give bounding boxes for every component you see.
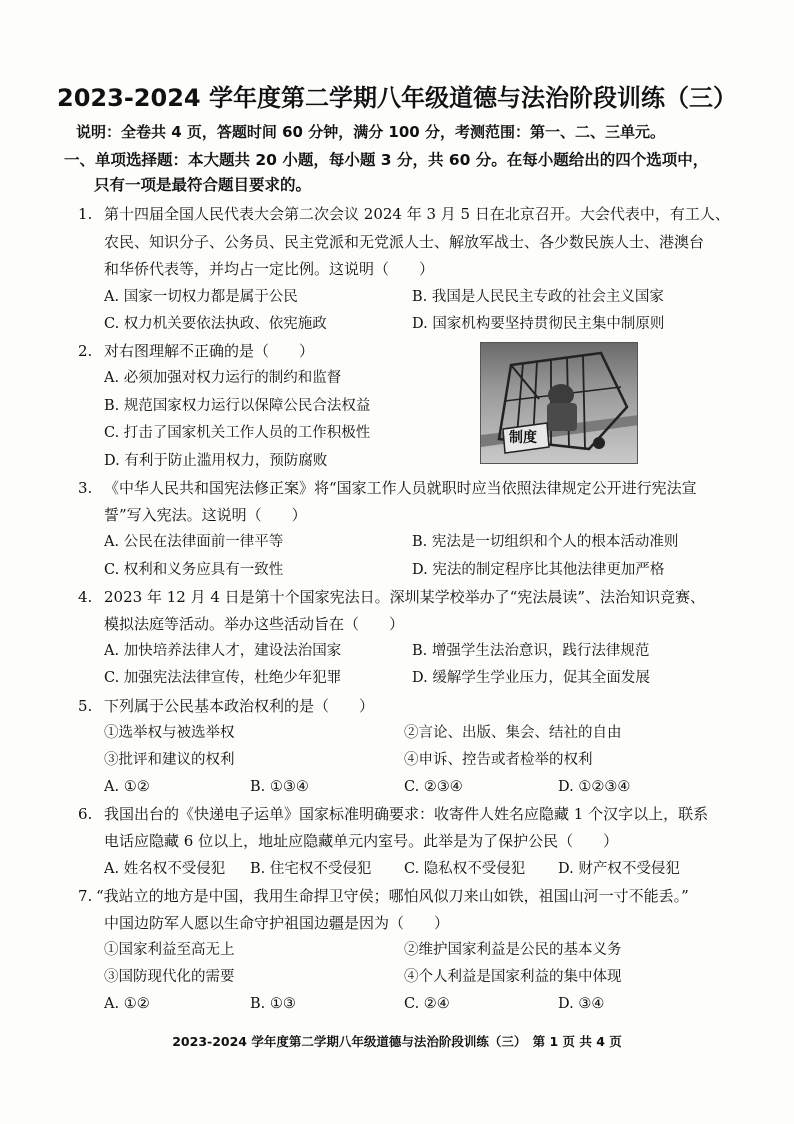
option-b[interactable]: B. 住宅权不受侵犯	[250, 861, 372, 877]
option-a[interactable]: A. 国家一切权力都是属于公民	[104, 289, 298, 305]
question-number: 2.	[78, 342, 93, 360]
question-text: “我站立的地方是中国，我用生命捍卫守侯；哪怕风似刀来山如铁，祖国山河一寸不能丢。”	[96, 887, 689, 905]
exam-note: 说明：全卷共 4 页，答题时间 60 分钟，满分 100 分，考测范围：第一、二、三单元。	[76, 123, 665, 141]
section-heading: 一、单项选择题：本大题共 20 小题，每小题 3 分，共 60 分。在每小题给出的四个选项中，	[64, 151, 709, 169]
option-a[interactable]: A. ①②	[104, 996, 150, 1012]
option-b[interactable]: B. 增强学生法治意识，践行法律规范	[412, 643, 650, 659]
question-number: 3.	[78, 479, 93, 497]
question-number: 4.	[78, 588, 93, 606]
statement-3: ③批评和建议的权利	[104, 752, 235, 768]
option-d[interactable]: D. 有利于防止滥用权力，预防腐败	[104, 453, 328, 469]
question-text: 对右图理解不正确的是（ ）	[104, 342, 315, 360]
question-text: 我国出台的《快递电子运单》国家标准明确要求：收寄件人姓名应隐藏 1 个汉字以上，联系	[104, 805, 709, 823]
option-a[interactable]: A. 必须加强对权力运行的制约和监督	[104, 370, 342, 386]
option-b[interactable]: B. ①③④	[250, 779, 309, 795]
option-c[interactable]: C. 加强宪法法律宣传，杜绝少年犯罪	[104, 670, 342, 686]
option-d[interactable]: D. 宪法的制定程序比其他法律更加严格	[412, 562, 665, 578]
option-b[interactable]: B. 规范国家权力运行以保障公民合法权益	[104, 398, 371, 414]
exam-title: 2023-2024 学年度第二学期八年级道德与法治阶段训练（三）	[57, 84, 737, 112]
question-text: 2023 年 12 月 4 日是第十个国家宪法日。深圳某学校举办了“宪法晨读”、法治知识竞赛、	[104, 588, 705, 606]
question-text: 电话应隐藏 6 位以上，地址应隐藏单元内室号。此举是为了保护公民（ ）	[104, 832, 619, 850]
option-b[interactable]: B. ①③	[250, 996, 296, 1012]
cage-illustration	[481, 343, 638, 464]
statement-2: ②维护国家利益是公民的基本义务	[404, 942, 622, 958]
question-text: 誓”写入宪法。这说明（ ）	[104, 506, 307, 524]
question-text: 和华侨代表等，并均占一定比例。这说明（ ）	[104, 260, 435, 278]
option-d[interactable]: D. 财产权不受侵犯	[558, 861, 680, 877]
page-footer: 2023-2024 学年度第二学期八年级道德与法治阶段训练（三） 第 1 页 共 4 页	[172, 1034, 622, 1049]
question-number: 1.	[78, 205, 93, 223]
option-a[interactable]: A. 加快培养法律人才，建设法治国家	[104, 643, 342, 659]
option-d[interactable]: D. ①②③④	[558, 779, 631, 795]
statement-1: ①选举权与被选举权	[104, 725, 235, 741]
statement-1: ①国家利益至高无上	[104, 942, 235, 958]
statement-2: ②言论、出版、集会、结社的自由	[404, 725, 622, 741]
option-c[interactable]: C. 权力机关要依法执政、依宪施政	[104, 316, 327, 332]
question-text: 《中华人民共和国宪法修正案》将“国家工作人员就职时应当依照法律规定公开进行宪法宣	[104, 479, 697, 497]
option-c[interactable]: C. 打击了国家机关工作人员的工作积极性	[104, 425, 371, 441]
statement-3: ③国防现代化的需要	[104, 969, 235, 985]
option-d[interactable]: D. ③④	[558, 996, 605, 1012]
option-a[interactable]: A. 姓名权不受侵犯	[104, 861, 226, 877]
statement-4: ④申诉、控告或者检举的权利	[404, 752, 593, 768]
figure-label: 制度	[509, 430, 537, 446]
question-text: 模拟法庭等活动。举办这些活动旨在（ ）	[104, 615, 405, 633]
question-number: 6.	[78, 805, 93, 823]
option-c[interactable]: C. ②④	[404, 996, 450, 1012]
option-a[interactable]: A. 公民在法律面前一律平等	[104, 534, 284, 550]
statement-4: ④个人利益是国家利益的集中体现	[404, 969, 622, 985]
option-b[interactable]: B. 我国是人民民主专政的社会主义国家	[412, 289, 664, 305]
question-text: 下列属于公民基本政治权利的是（ ）	[104, 697, 375, 715]
question-text: 第十四届全国人民代表大会第二次会议 2024 年 3 月 5 日在北京召开。大会代表中，有工人、	[104, 205, 730, 223]
option-c[interactable]: C. 隐私权不受侵犯	[404, 861, 526, 877]
cage-cartoon-figure	[480, 342, 638, 464]
option-b[interactable]: B. 宪法是一切组织和个人的根本活动准则	[412, 534, 679, 550]
option-c[interactable]: C. 权利和义务应具有一致性	[104, 562, 284, 578]
option-d[interactable]: D. 国家机构要坚持贯彻民主集中制原则	[412, 316, 665, 332]
option-a[interactable]: A. ①②	[104, 779, 150, 795]
section-heading-cont: 只有一项是最符合题目要求的。	[94, 176, 312, 194]
question-number: 7.	[78, 887, 93, 905]
option-d[interactable]: D. 缓解学生学业压力，促其全面发展	[412, 670, 650, 686]
question-number: 5.	[78, 697, 93, 715]
question-text: 农民、知识分子、公务员、民主党派和无党派人士、解放军战士、各少数民族人士、港澳台	[104, 233, 705, 251]
question-text: 中国边防军人愿以生命守护祖国边疆是因为（ ）	[104, 914, 450, 932]
option-c[interactable]: C. ②③④	[404, 779, 463, 795]
